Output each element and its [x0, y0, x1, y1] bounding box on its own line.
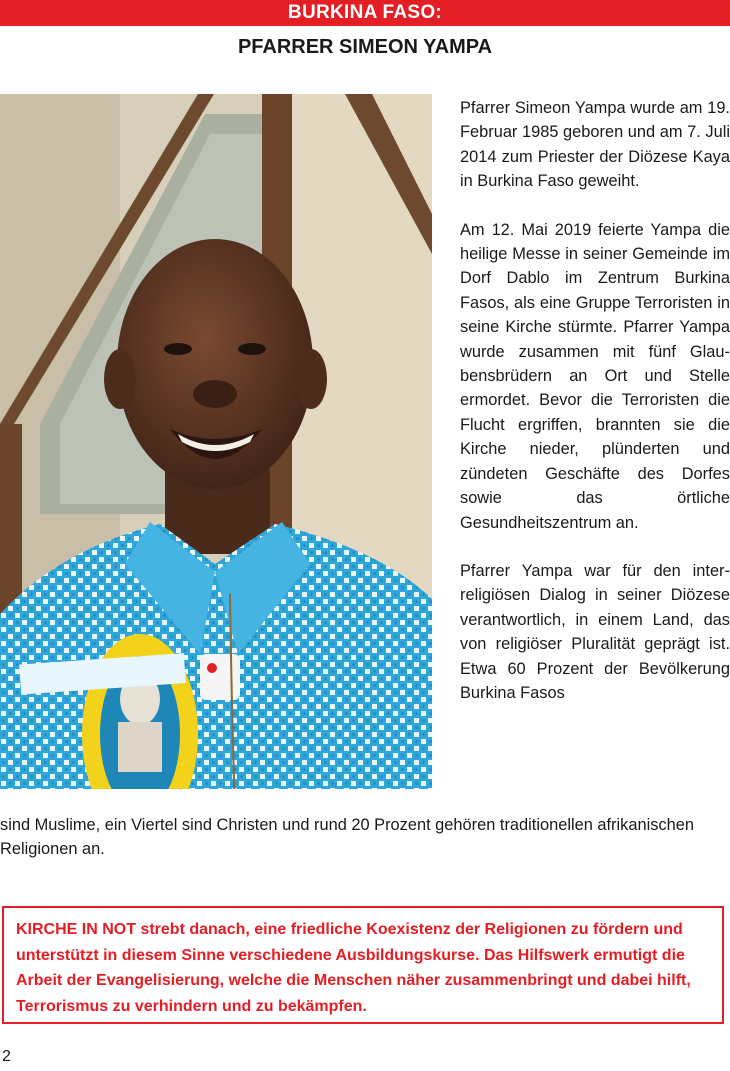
article-paragraph-1: Pfarrer Simeon Yampa wurde am 19. Februar 1985 geboren und am 7. Juli 2014 zum Priester der Diözese Kaya in Burkina Faso geweiht.	[460, 99, 730, 191]
country-banner: BURKINA FASO:	[0, 0, 730, 26]
portrait-photo	[0, 94, 432, 789]
callout-box: KIRCHE IN NOT strebt danach, eine friedliche Koexistenz der Religionen zu fördern und unterstützt in diesem Sinne verschiedene Ausbildungskurse. Das Hilfswerk ermutigt die Arbeit der Evangelisierung, welche die Menschen näher zusammenbringt und dabei hilft, Terrorismus zu verhindern und zu bekämpfen.	[2, 906, 724, 1024]
page-title: PFARRER SIMEON YAMPA	[237, 36, 493, 58]
portrait-illustration	[0, 94, 432, 789]
article-paragraph-2: Am 12. Mai 2019 feierte Yampa die heilige Messe in seiner Gemeinde im Dorf Dablo im Zentrum Burkina Fasos, als eine Gruppe Terroristen in seine Kirche stürmte. Pfarrer Yampa wurde zusammen mit fünf Glaubensbrüdern an Ort und Stelle ermordet. Bevor die Terroristen die Flucht ergriffen, brannten sie die Kirche nieder, plünderten und zündeten Geschäfte des Dorfes sowie das örtliche Gesundheitszentrum an.	[460, 220, 730, 532]
article-paragraph-3: Pfarrer Yampa war für den interreligiösen Dialog in seiner Diözese verantwortlich, in einem Land, das von religiöser Pluralität geprägt ist. Etwa 60 Prozent der Bevölkerung Burkina Fasos	[460, 561, 730, 702]
article-continuation: sind Muslime, ein Viertel sind Christen und rund 20 Prozent gehören traditionellen afrikanischen Religionen an.	[0, 816, 694, 859]
article-column	[460, 96, 730, 705]
page-number: 2	[2, 1048, 11, 1065]
